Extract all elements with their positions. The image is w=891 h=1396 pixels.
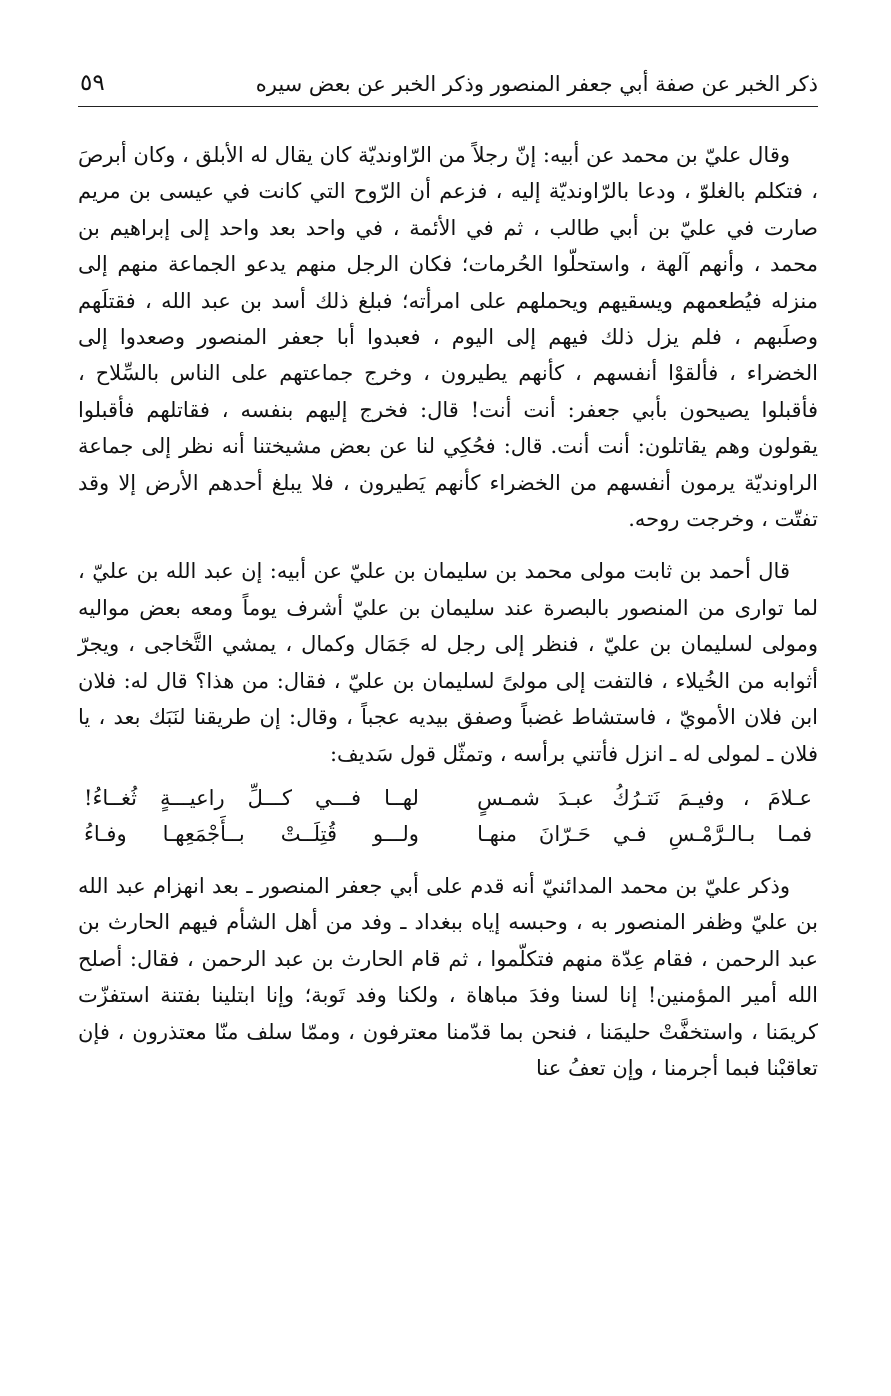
- poem: [78, 780, 818, 852]
- text-line: معترفون ، وممّا سلف منّا معتذرون ، فإن تعاقبْنا فبما أجرمنا ، وإن تعفُ عنا: [78, 1019, 818, 1080]
- paragraph-rawandiyya: [78, 137, 818, 537]
- text-line: وذكر عليّ بن محمد المدائنيّ أنه قدم على أبي جعفر المنصور ـ بعد انهزام: [145, 873, 790, 898]
- poem-verse: [78, 780, 818, 816]
- text-line: عليّ ، لما توارى من المنصور بالبصرة عند سليمان بن عليّ أشرف يوماً ومعه: [78, 559, 818, 620]
- text-line: وكان أبرصَ ، فتكلم بالغلوّ ، ودعا بالرّاونديّة إليه ، فزعم أن الرّوح التي كانت: [78, 143, 818, 204]
- text-line: وخرجت روحه.: [628, 507, 755, 532]
- page-number: ٥٩: [80, 70, 105, 96]
- text-line: في عيسى بن مريم صارت في عليّ بن أبي طالب ، ثم في الأئمة ، في واحد بعد: [78, 179, 819, 240]
- text-line: عبد الرحمن ، فقال: أصلح الله أمير المؤمنين! إنا لسنا وفدَ مباهاة ، ولكنا وفد: [78, 946, 818, 1008]
- text-line: الحارث بن عبد الرحمن ، فقام عِدّة منهم فتكلّموا ، ثم قام الحارث بن: [78, 910, 818, 971]
- text-line: وقال: إن طريقنا لنَبَك بعد ، يا فلان ـ لمولى له ـ انزل فأتني برأسه ، وتمثّل قول: [78, 705, 818, 766]
- text-line: تَوبة؛ وإنا ابتلينا بفتنة استفزّت كريمَنا ، واستخفَّتْ حليمَنا ، فنحن بما قدّمنا: [78, 983, 818, 1044]
- text-line: قال أحمد بن ثابت مولى محمد بن سليمان بن عليّ عن أبيه: إن عبد الله بن: [129, 559, 790, 584]
- text-line: بعض مواليه ومولى لسليمان بن عليّ ، فنظر إلى رجل له جَمَال وكمال ، يمشي: [78, 595, 819, 657]
- text-line: أنت. قال: فحُكِي لنا عن بعض مشيختنا أنه نظر إلى جماعة الراونديّة يرمون: [78, 434, 818, 495]
- text-line: عبد الله بن عليّ وظفر المنصور به ، وحبسه إياه ببغداد ـ وفد من أهل الشأم فيهم: [78, 873, 818, 935]
- paragraph-syrian-delegation: [78, 868, 818, 1086]
- poem-second-hemistich: ولـــو قُتِلَــتْ بــأَجْمَعِهـا وفـاءُ: [84, 821, 419, 846]
- text-line: من هذا؟ قال له: فلان ابن فلان الأمويّ ، فاستشاط غضباً وصفق بيديه عجباً ،: [78, 668, 818, 730]
- running-title: ذكر الخبر عن صفة أبي جعفر المنصور وذكر الخبر عن بعض سيره: [255, 72, 818, 96]
- poem-second-hemistich: لهــا فـــي كـــلِّ راعيـــةٍ ثُغــاءُ!: [84, 785, 419, 810]
- text-line: واحد إلى إبراهيم بن محمد ، وأنهم آلهة ، واستحلّوا الحُرمات؛ فكان الرجل: [78, 215, 818, 277]
- text-line: أنت أنت! قال: فخرج إليهم بنفسه ، فقاتلهم فأقبلوا يقولون وهم يقاتلون: أنت: [78, 397, 819, 459]
- poem-verse: [78, 816, 818, 852]
- text-line: يطيرون ، وخرج جماعتهم على الناس بالسِّلاح ، فأقبلوا يصيحون بأبي جعفر:: [78, 361, 819, 422]
- book-page: [78, 62, 818, 1382]
- poem-first-hemistich: عـلامَ ، وفيـمَ نَتـرُكُ عبـدَ شمـسٍ: [477, 785, 812, 810]
- text-line: فعبدوا أبا جعفر المنصور وصعدوا إلى الخضراء ، فألقوْا أنفسهم ، كأنهم: [78, 325, 819, 386]
- paragraph-abdallah-ibn-ali: [78, 553, 818, 771]
- poem-first-hemistich: فمـا بـالـرَّمْـسِ فـي حَـرّانَ منهـا: [477, 821, 812, 846]
- text-line: فبلغ ذلك أسد بن عبد الله ، فقتلَهم وصلَبهم ، فلم يزل ذلك فيهم إلى اليوم ،: [78, 288, 819, 350]
- body-text: [78, 137, 818, 1086]
- text-line: سَديف:: [329, 741, 394, 766]
- text-line: التَّخاجى ، ويجرّ أثوابه من الخُيلاء ، فالتفت إلى مولىً لسليمان بن عليّ ، فقال:: [78, 632, 818, 693]
- text-line: وقال عليّ بن محمد عن أبيه: إنّ رجلاً من الرّاونديّة كان يقال له الأبلق ،: [175, 143, 790, 167]
- text-line: أنفسهم من الخضراء كأنهم يَطيرون ، فلا يبلغ أحدهم الأرض إلا وقد تفتّت ،: [78, 470, 818, 532]
- running-header: [78, 62, 818, 107]
- text-line: منهم يدعو الجماعة منهم إلى منزله فيُطعمهم ويسقيهم ويحملهم على امرأته؛: [78, 252, 818, 313]
